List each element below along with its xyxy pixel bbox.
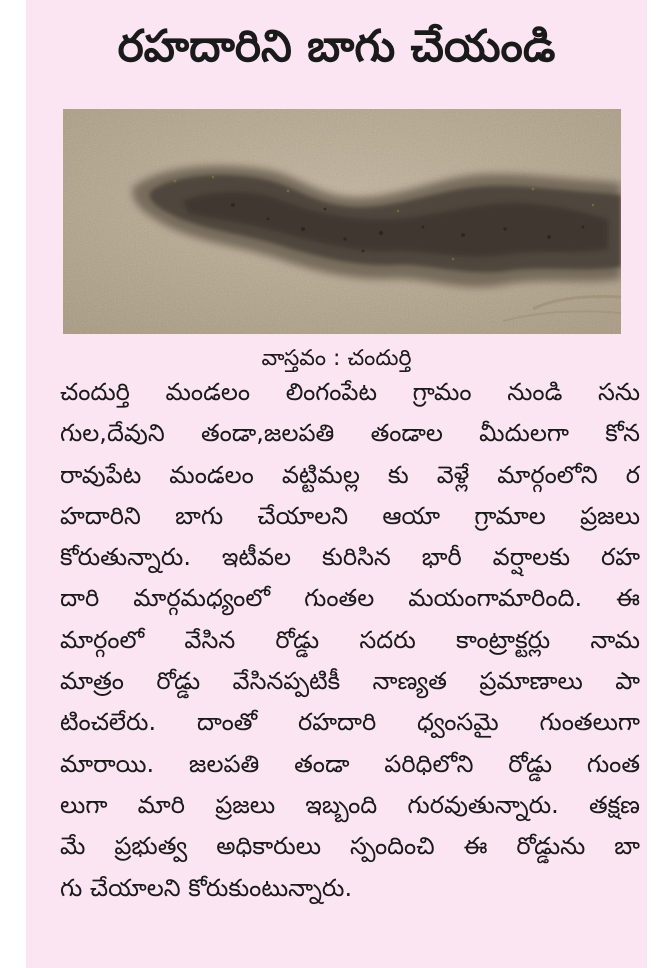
left-margin <box>0 0 26 968</box>
article-line: మారాయి. జలపతి తండా పరిధిలోని రోడ్డు గుంత <box>60 749 640 778</box>
article-line: మార్గంలో వేసిన రోడ్డు సదరు కాంట్రాక్టర్లు నామ <box>60 625 640 654</box>
article-line: లుగా మారి ప్రజలు ఇబ్బంది గురవుతున్నారు. తక్షణ <box>60 790 640 819</box>
pothole-photo <box>63 109 621 334</box>
article-line: గు చేయాలని కోరుకుంటున్నారు. <box>60 873 353 902</box>
photo-caption: వాస్తవం : చందుర్తి <box>261 346 412 371</box>
article-line: హదారిని బాగు చేయాలని ఆయా గ్రామాల ప్రజలు <box>60 501 640 530</box>
article-line: మే ప్రభుత్వ అధికారులు స్పందించి ఈ రోడ్డును బా <box>60 832 640 861</box>
article-line: గుల,దేవుని తండా,జలపతి తండాల మీదులగా కోన <box>60 419 640 448</box>
article-line: దారి మార్గమధ్యంలో గుంతల మయంగామారింది. ఈ <box>60 584 640 613</box>
article-line: చందుర్తి మండలం లింగంపేట గ్రామం నుండి సను <box>60 378 640 406</box>
right-margin <box>647 0 667 968</box>
article-line: టించలేరు. దాంతో రహదారి ధ్వంసమై గుంతలుగా <box>60 708 640 737</box>
headline: రహదారిని బాగు చేయండి <box>117 21 556 72</box>
article-line: రావుపేట మండలం వట్టిమల్ల కు వెళ్లే మార్గంలోని ర <box>60 460 640 489</box>
article-body <box>60 372 640 909</box>
article-line: మాత్రం రోడ్డు వేసినప్పటికీ నాణ్యత ప్రమాణాలు పా <box>60 667 640 696</box>
article-line: కోరుతున్నారు. ఇటీవల కురిసిన భారీ వర్షాలకు రహ <box>60 543 640 572</box>
